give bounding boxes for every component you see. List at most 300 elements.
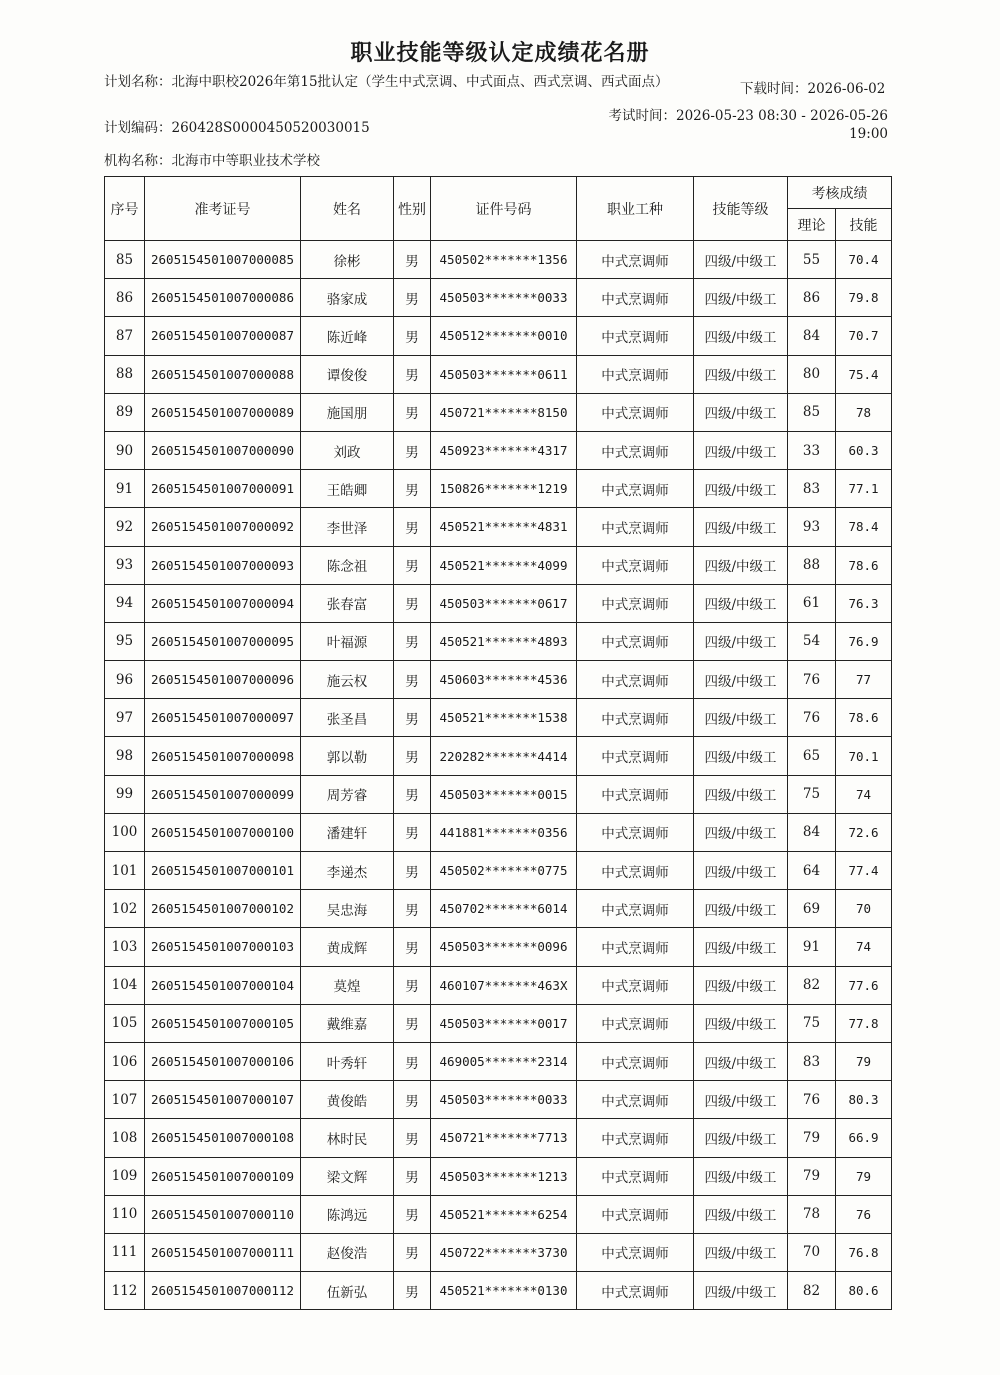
cell-seq: 110 xyxy=(105,1195,145,1233)
cell-theory-score: 70 xyxy=(788,1233,836,1271)
cell-id-number: 450512*******0010 xyxy=(431,317,577,355)
cell-occupation: 中式烹调师 xyxy=(577,279,694,317)
cell-id-number: 469005*******2314 xyxy=(431,1042,577,1080)
cell-gender: 男 xyxy=(394,1233,431,1271)
cell-name: 施国朋 xyxy=(301,393,394,431)
cell-gender: 男 xyxy=(394,355,431,393)
cell-name: 张春富 xyxy=(301,584,394,622)
cell-occupation: 中式烹调师 xyxy=(577,546,694,584)
cell-seq: 95 xyxy=(105,622,145,660)
cell-seq: 96 xyxy=(105,661,145,699)
cell-skill-level: 四级/中级工 xyxy=(694,928,788,966)
cell-theory-score: 84 xyxy=(788,813,836,851)
plan-code-value: 260428S0000450520030015 xyxy=(171,120,370,136)
cell-gender: 男 xyxy=(394,317,431,355)
cell-gender: 男 xyxy=(394,508,431,546)
cell-gender: 男 xyxy=(394,699,431,737)
cell-id-number: 441881*******0356 xyxy=(431,813,577,851)
cell-id-number: 450503*******0017 xyxy=(431,1004,577,1042)
cell-theory-score: 76 xyxy=(788,661,836,699)
cell-ticket-number: 2605154501007000097 xyxy=(145,699,301,737)
cell-gender: 男 xyxy=(394,928,431,966)
cell-name: 张圣昌 xyxy=(301,699,394,737)
cell-gender: 男 xyxy=(394,622,431,660)
cell-occupation: 中式烹调师 xyxy=(577,241,694,279)
cell-skill-level: 四级/中级工 xyxy=(694,1157,788,1195)
cell-occupation: 中式烹调师 xyxy=(577,431,694,469)
cell-skill-score: 70.4 xyxy=(836,241,892,279)
cell-id-number: 450521*******4831 xyxy=(431,508,577,546)
table-row xyxy=(105,546,892,584)
cell-skill-level: 四级/中级工 xyxy=(694,1119,788,1157)
cell-gender: 男 xyxy=(394,813,431,851)
download-time-value: 2026-06-02 xyxy=(807,81,886,97)
cell-ticket-number: 2605154501007000087 xyxy=(145,317,301,355)
cell-skill-score: 77.8 xyxy=(836,1004,892,1042)
cell-name: 梁文辉 xyxy=(301,1157,394,1195)
cell-occupation: 中式烹调师 xyxy=(577,775,694,813)
cell-seq: 112 xyxy=(105,1272,145,1310)
cell-gender: 男 xyxy=(394,1042,431,1080)
cell-skill-level: 四级/中级工 xyxy=(694,584,788,622)
cell-theory-score: 85 xyxy=(788,393,836,431)
cell-ticket-number: 2605154501007000108 xyxy=(145,1119,301,1157)
cell-gender: 男 xyxy=(394,775,431,813)
cell-name: 骆家成 xyxy=(301,279,394,317)
table-row xyxy=(105,508,892,546)
cell-seq: 89 xyxy=(105,393,145,431)
cell-skill-score: 80.6 xyxy=(836,1272,892,1310)
cell-theory-score: 84 xyxy=(788,317,836,355)
cell-skill-score: 70.1 xyxy=(836,737,892,775)
cell-skill-level: 四级/中级工 xyxy=(694,966,788,1004)
cell-id-number: 450521*******4099 xyxy=(431,546,577,584)
plan-code xyxy=(104,119,370,137)
cell-gender: 男 xyxy=(394,1195,431,1233)
cell-skill-level: 四级/中级工 xyxy=(694,470,788,508)
header-ticket-number: 准考证号 xyxy=(145,177,301,241)
cell-gender: 男 xyxy=(394,661,431,699)
cell-id-number: 450521*******6254 xyxy=(431,1195,577,1233)
cell-skill-level: 四级/中级工 xyxy=(694,1233,788,1271)
cell-theory-score: 91 xyxy=(788,928,836,966)
cell-id-number: 450503*******0617 xyxy=(431,584,577,622)
cell-skill-level: 四级/中级工 xyxy=(694,1272,788,1310)
table-row xyxy=(105,355,892,393)
cell-occupation: 中式烹调师 xyxy=(577,1195,694,1233)
table-row xyxy=(105,1042,892,1080)
cell-id-number: 450702*******6014 xyxy=(431,890,577,928)
cell-id-number: 450503*******0033 xyxy=(431,279,577,317)
table-row xyxy=(105,699,892,737)
cell-ticket-number: 2605154501007000102 xyxy=(145,890,301,928)
cell-occupation: 中式烹调师 xyxy=(577,508,694,546)
cell-theory-score: 75 xyxy=(788,1004,836,1042)
cell-ticket-number: 2605154501007000111 xyxy=(145,1233,301,1271)
cell-gender: 男 xyxy=(394,1119,431,1157)
cell-skill-score: 78.4 xyxy=(836,508,892,546)
cell-gender: 男 xyxy=(394,393,431,431)
cell-id-number: 450603*******4536 xyxy=(431,661,577,699)
cell-gender: 男 xyxy=(394,584,431,622)
cell-ticket-number: 2605154501007000096 xyxy=(145,661,301,699)
cell-theory-score: 83 xyxy=(788,1042,836,1080)
cell-name: 林时民 xyxy=(301,1119,394,1157)
cell-gender: 男 xyxy=(394,546,431,584)
cell-seq: 103 xyxy=(105,928,145,966)
header-gender: 性别 xyxy=(394,177,431,241)
cell-skill-score: 72.6 xyxy=(836,813,892,851)
cell-name: 潘建轩 xyxy=(301,813,394,851)
cell-seq: 101 xyxy=(105,852,145,890)
cell-gender: 男 xyxy=(394,852,431,890)
cell-ticket-number: 2605154501007000103 xyxy=(145,928,301,966)
cell-gender: 男 xyxy=(394,470,431,508)
cell-occupation: 中式烹调师 xyxy=(577,622,694,660)
table-row xyxy=(105,584,892,622)
header-id-number: 证件号码 xyxy=(431,177,577,241)
cell-ticket-number: 2605154501007000090 xyxy=(145,431,301,469)
cell-seq: 106 xyxy=(105,1042,145,1080)
cell-skill-score: 66.9 xyxy=(836,1119,892,1157)
cell-skill-score: 74 xyxy=(836,775,892,813)
cell-skill-level: 四级/中级工 xyxy=(694,661,788,699)
cell-skill-score: 78 xyxy=(836,393,892,431)
table-row xyxy=(105,241,892,279)
cell-skill-score: 70.7 xyxy=(836,317,892,355)
cell-skill-score: 75.4 xyxy=(836,355,892,393)
table-row xyxy=(105,622,892,660)
cell-ticket-number: 2605154501007000095 xyxy=(145,622,301,660)
cell-name: 徐彬 xyxy=(301,241,394,279)
cell-occupation: 中式烹调师 xyxy=(577,1042,694,1080)
table-row xyxy=(105,661,892,699)
cell-occupation: 中式烹调师 xyxy=(577,470,694,508)
table-row xyxy=(105,1272,892,1310)
cell-gender: 男 xyxy=(394,890,431,928)
cell-skill-level: 四级/中级工 xyxy=(694,355,788,393)
cell-skill-score: 70 xyxy=(836,890,892,928)
cell-theory-score: 88 xyxy=(788,546,836,584)
cell-skill-score: 76 xyxy=(836,1195,892,1233)
cell-gender: 男 xyxy=(394,737,431,775)
cell-skill-score: 76.9 xyxy=(836,622,892,660)
cell-skill-level: 四级/中级工 xyxy=(694,890,788,928)
cell-ticket-number: 2605154501007000110 xyxy=(145,1195,301,1233)
cell-skill-score: 80.3 xyxy=(836,1081,892,1119)
cell-skill-score: 74 xyxy=(836,928,892,966)
cell-ticket-number: 2605154501007000100 xyxy=(145,813,301,851)
cell-theory-score: 33 xyxy=(788,431,836,469)
cell-theory-score: 79 xyxy=(788,1157,836,1195)
table-row xyxy=(105,317,892,355)
cell-theory-score: 80 xyxy=(788,355,836,393)
cell-skill-level: 四级/中级工 xyxy=(694,1004,788,1042)
cell-skill-score: 77 xyxy=(836,661,892,699)
cell-ticket-number: 2605154501007000088 xyxy=(145,355,301,393)
cell-theory-score: 61 xyxy=(788,584,836,622)
cell-seq: 107 xyxy=(105,1081,145,1119)
cell-ticket-number: 2605154501007000104 xyxy=(145,966,301,1004)
cell-skill-level: 四级/中级工 xyxy=(694,508,788,546)
cell-seq: 102 xyxy=(105,890,145,928)
cell-ticket-number: 2605154501007000109 xyxy=(145,1157,301,1195)
cell-ticket-number: 2605154501007000089 xyxy=(145,393,301,431)
cell-ticket-number: 2605154501007000085 xyxy=(145,241,301,279)
cell-skill-score: 79 xyxy=(836,1157,892,1195)
cell-skill-level: 四级/中级工 xyxy=(694,393,788,431)
cell-id-number: 450503*******0611 xyxy=(431,355,577,393)
table-body xyxy=(105,241,892,1310)
cell-name: 伍新弘 xyxy=(301,1272,394,1310)
cell-ticket-number: 2605154501007000093 xyxy=(145,546,301,584)
cell-gender: 男 xyxy=(394,1081,431,1119)
cell-skill-level: 四级/中级工 xyxy=(694,813,788,851)
cell-name: 施云权 xyxy=(301,661,394,699)
cell-name: 叶秀轩 xyxy=(301,1042,394,1080)
cell-name: 叶福源 xyxy=(301,622,394,660)
table-row xyxy=(105,1004,892,1042)
cell-seq: 100 xyxy=(105,813,145,851)
cell-skill-level: 四级/中级工 xyxy=(694,699,788,737)
table-row xyxy=(105,813,892,851)
cell-skill-level: 四级/中级工 xyxy=(694,241,788,279)
cell-id-number: 450521*******0130 xyxy=(431,1272,577,1310)
table-row xyxy=(105,1157,892,1195)
cell-ticket-number: 2605154501007000112 xyxy=(145,1272,301,1310)
cell-id-number: 450502*******1356 xyxy=(431,241,577,279)
header-name: 姓名 xyxy=(301,177,394,241)
cell-ticket-number: 2605154501007000099 xyxy=(145,775,301,813)
cell-seq: 86 xyxy=(105,279,145,317)
cell-skill-score: 79 xyxy=(836,1042,892,1080)
cell-occupation: 中式烹调师 xyxy=(577,355,694,393)
cell-ticket-number: 2605154501007000091 xyxy=(145,470,301,508)
cell-seq: 90 xyxy=(105,431,145,469)
cell-skill-level: 四级/中级工 xyxy=(694,1081,788,1119)
cell-seq: 97 xyxy=(105,699,145,737)
cell-occupation: 中式烹调师 xyxy=(577,393,694,431)
cell-name: 王皓卿 xyxy=(301,470,394,508)
page-title: 职业技能等级认定成绩花名册 xyxy=(350,40,650,66)
cell-seq: 92 xyxy=(105,508,145,546)
table-row xyxy=(105,928,892,966)
cell-name: 陈念祖 xyxy=(301,546,394,584)
download-time xyxy=(740,80,885,98)
cell-id-number: 450721*******8150 xyxy=(431,393,577,431)
cell-name: 黄俊皓 xyxy=(301,1081,394,1119)
table-row xyxy=(105,431,892,469)
cell-name: 刘政 xyxy=(301,431,394,469)
cell-occupation: 中式烹调师 xyxy=(577,966,694,1004)
cell-ticket-number: 2605154501007000086 xyxy=(145,279,301,317)
score-roster-table xyxy=(104,176,892,1310)
cell-skill-score: 77.1 xyxy=(836,470,892,508)
cell-occupation: 中式烹调师 xyxy=(577,317,694,355)
cell-id-number: 450503*******0096 xyxy=(431,928,577,966)
cell-gender: 男 xyxy=(394,1004,431,1042)
cell-name: 周芳睿 xyxy=(301,775,394,813)
cell-name: 陈鸿远 xyxy=(301,1195,394,1233)
cell-skill-score: 77.6 xyxy=(836,966,892,1004)
cell-occupation: 中式烹调师 xyxy=(577,852,694,890)
cell-id-number: 450521*******4893 xyxy=(431,622,577,660)
cell-id-number: 450503*******0015 xyxy=(431,775,577,813)
cell-name: 陈近峰 xyxy=(301,317,394,355)
cell-seq: 98 xyxy=(105,737,145,775)
cell-id-number: 460107*******463X xyxy=(431,966,577,1004)
cell-gender: 男 xyxy=(394,966,431,1004)
cell-skill-score: 76.8 xyxy=(836,1233,892,1271)
download-time-label: 下载时间： xyxy=(740,81,808,97)
cell-theory-score: 76 xyxy=(788,699,836,737)
cell-ticket-number: 2605154501007000092 xyxy=(145,508,301,546)
org-name-label: 机构名称： xyxy=(104,153,172,169)
cell-skill-level: 四级/中级工 xyxy=(694,546,788,584)
cell-skill-level: 四级/中级工 xyxy=(694,622,788,660)
cell-id-number: 450503*******1213 xyxy=(431,1157,577,1195)
cell-name: 吴忠海 xyxy=(301,890,394,928)
cell-skill-level: 四级/中级工 xyxy=(694,279,788,317)
exam-time-value: 2026-05-23 08:30 - 2026-05-26 19:00 xyxy=(675,108,888,142)
cell-occupation: 中式烹调师 xyxy=(577,1157,694,1195)
cell-seq: 91 xyxy=(105,470,145,508)
cell-gender: 男 xyxy=(394,431,431,469)
table-row xyxy=(105,1195,892,1233)
table-header xyxy=(105,177,892,241)
cell-name: 戴维嘉 xyxy=(301,1004,394,1042)
cell-theory-score: 69 xyxy=(788,890,836,928)
table-row xyxy=(105,966,892,1004)
cell-ticket-number: 2605154501007000105 xyxy=(145,1004,301,1042)
plan-name-value: 北海中职校2026年第15批认定（学生中式烹调、中式面点、西式烹调、西式面点） xyxy=(171,74,669,90)
table-row xyxy=(105,1119,892,1157)
cell-id-number: 450721*******7713 xyxy=(431,1119,577,1157)
cell-name: 李世泽 xyxy=(301,508,394,546)
cell-skill-level: 四级/中级工 xyxy=(694,431,788,469)
header-skill-level: 技能等级 xyxy=(694,177,788,241)
cell-seq: 104 xyxy=(105,966,145,1004)
organization-name xyxy=(104,152,320,170)
cell-occupation: 中式烹调师 xyxy=(577,661,694,699)
cell-ticket-number: 2605154501007000106 xyxy=(145,1042,301,1080)
table-row xyxy=(105,470,892,508)
table-row xyxy=(105,737,892,775)
cell-id-number: 450923*******4317 xyxy=(431,431,577,469)
cell-name: 李递杰 xyxy=(301,852,394,890)
header-skill: 技能 xyxy=(836,209,892,241)
cell-id-number: 150826*******1219 xyxy=(431,470,577,508)
cell-ticket-number: 2605154501007000107 xyxy=(145,1081,301,1119)
cell-skill-score: 60.3 xyxy=(836,431,892,469)
cell-theory-score: 93 xyxy=(788,508,836,546)
header-seq: 序号 xyxy=(105,177,145,241)
cell-skill-level: 四级/中级工 xyxy=(694,852,788,890)
cell-theory-score: 65 xyxy=(788,737,836,775)
table-row xyxy=(105,393,892,431)
cell-gender: 男 xyxy=(394,241,431,279)
cell-seq: 87 xyxy=(105,317,145,355)
cell-gender: 男 xyxy=(394,1157,431,1195)
cell-name: 黄成辉 xyxy=(301,928,394,966)
cell-id-number: 450722*******3730 xyxy=(431,1233,577,1271)
cell-occupation: 中式烹调师 xyxy=(577,813,694,851)
header-occupation: 职业工种 xyxy=(577,177,694,241)
cell-id-number: 450521*******1538 xyxy=(431,699,577,737)
cell-theory-score: 82 xyxy=(788,1272,836,1310)
cell-skill-level: 四级/中级工 xyxy=(694,1195,788,1233)
table-row xyxy=(105,1233,892,1271)
cell-occupation: 中式烹调师 xyxy=(577,1081,694,1119)
cell-gender: 男 xyxy=(394,1272,431,1310)
cell-theory-score: 79 xyxy=(788,1119,836,1157)
plan-code-label: 计划编码： xyxy=(104,120,172,136)
cell-theory-score: 82 xyxy=(788,966,836,1004)
cell-skill-level: 四级/中级工 xyxy=(694,317,788,355)
cell-occupation: 中式烹调师 xyxy=(577,928,694,966)
cell-occupation: 中式烹调师 xyxy=(577,1119,694,1157)
table-row xyxy=(105,1081,892,1119)
cell-skill-score: 79.8 xyxy=(836,279,892,317)
cell-seq: 94 xyxy=(105,584,145,622)
exam-time-label: 考试时间： xyxy=(608,108,676,124)
cell-skill-score: 76.3 xyxy=(836,584,892,622)
cell-id-number: 450503*******0033 xyxy=(431,1081,577,1119)
cell-occupation: 中式烹调师 xyxy=(577,699,694,737)
header-theory: 理论 xyxy=(788,209,836,241)
cell-seq: 85 xyxy=(105,241,145,279)
cell-occupation: 中式烹调师 xyxy=(577,1233,694,1271)
cell-seq: 111 xyxy=(105,1233,145,1271)
table-row xyxy=(105,890,892,928)
plan-name xyxy=(104,73,704,91)
exam-time xyxy=(596,107,888,143)
cell-seq: 109 xyxy=(105,1157,145,1195)
cell-theory-score: 54 xyxy=(788,622,836,660)
cell-theory-score: 86 xyxy=(788,279,836,317)
header-score-group: 考核成绩 xyxy=(788,177,892,209)
cell-name: 赵俊浩 xyxy=(301,1233,394,1271)
table-row xyxy=(105,852,892,890)
cell-theory-score: 78 xyxy=(788,1195,836,1233)
table-row xyxy=(105,279,892,317)
cell-skill-level: 四级/中级工 xyxy=(694,1042,788,1080)
cell-ticket-number: 2605154501007000094 xyxy=(145,584,301,622)
cell-seq: 105 xyxy=(105,1004,145,1042)
cell-theory-score: 83 xyxy=(788,470,836,508)
table-row xyxy=(105,775,892,813)
cell-name: 谭俊俊 xyxy=(301,355,394,393)
cell-theory-score: 75 xyxy=(788,775,836,813)
cell-skill-score: 77.4 xyxy=(836,852,892,890)
cell-theory-score: 64 xyxy=(788,852,836,890)
cell-ticket-number: 2605154501007000098 xyxy=(145,737,301,775)
cell-name: 莫煌 xyxy=(301,966,394,1004)
cell-occupation: 中式烹调师 xyxy=(577,737,694,775)
cell-seq: 108 xyxy=(105,1119,145,1157)
cell-ticket-number: 2605154501007000101 xyxy=(145,852,301,890)
cell-seq: 88 xyxy=(105,355,145,393)
cell-id-number: 220282*******4414 xyxy=(431,737,577,775)
cell-gender: 男 xyxy=(394,279,431,317)
cell-skill-level: 四级/中级工 xyxy=(694,737,788,775)
cell-seq: 93 xyxy=(105,546,145,584)
org-name-value: 北海市中等职业技术学校 xyxy=(171,153,320,169)
cell-theory-score: 55 xyxy=(788,241,836,279)
cell-occupation: 中式烹调师 xyxy=(577,1272,694,1310)
cell-skill-score: 78.6 xyxy=(836,546,892,584)
cell-skill-score: 78.6 xyxy=(836,699,892,737)
